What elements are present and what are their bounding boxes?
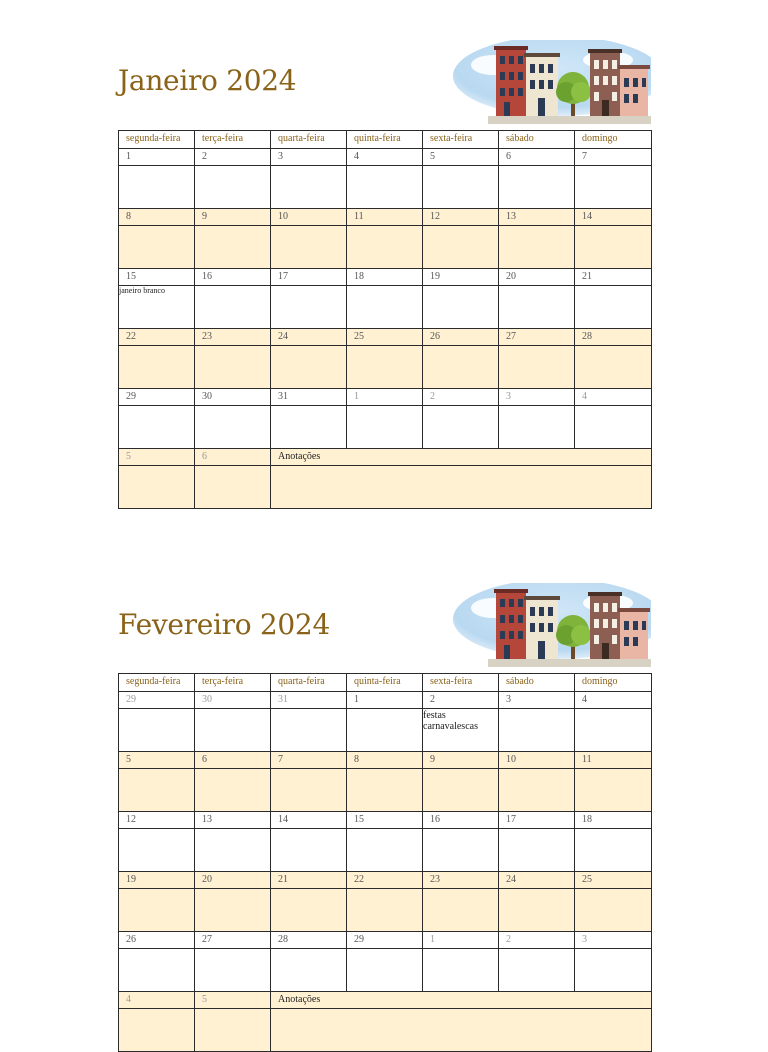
event-label: festas carnavalescas <box>423 710 478 732</box>
day-entry[interactable] <box>347 769 423 812</box>
day-number: 7 <box>575 149 652 166</box>
day-entry[interactable] <box>195 226 271 269</box>
day-number: 1 <box>347 389 423 406</box>
day-entry[interactable] <box>423 286 499 329</box>
weekday-header: segunda-feira <box>119 674 195 692</box>
week-entry-row <box>119 226 652 269</box>
day-entry[interactable] <box>575 949 652 992</box>
notes-label: Anotações <box>271 449 652 466</box>
day-entry[interactable] <box>423 226 499 269</box>
day-entry[interactable] <box>119 769 195 812</box>
day-entry[interactable] <box>575 286 652 329</box>
day-number: 29 <box>119 389 195 406</box>
day-entry[interactable] <box>347 889 423 932</box>
day-entry[interactable] <box>119 286 195 329</box>
week-entry-row <box>119 166 652 209</box>
weekday-header: terça-feira <box>195 674 271 692</box>
day-entry[interactable] <box>575 346 652 389</box>
day-entry[interactable] <box>499 829 575 872</box>
day-entry[interactable] <box>195 1009 271 1052</box>
day-entry[interactable] <box>347 286 423 329</box>
day-number: 6 <box>195 449 271 466</box>
week-number-row <box>119 752 652 769</box>
day-entry[interactable] <box>119 406 195 449</box>
day-entry[interactable] <box>271 829 347 872</box>
week-entry-row <box>119 346 652 389</box>
day-entry[interactable] <box>271 346 347 389</box>
day-entry[interactable] <box>347 346 423 389</box>
townhouses-illustration <box>438 583 651 667</box>
day-number: 20 <box>195 872 271 889</box>
day-number: 30 <box>195 692 271 709</box>
day-number: 1 <box>423 932 499 949</box>
day-number: 26 <box>119 932 195 949</box>
week-number-row <box>119 329 652 346</box>
notes-label: Anotações <box>271 992 652 1009</box>
week-number-row <box>119 812 652 829</box>
day-number: 8 <box>347 752 423 769</box>
day-number: 31 <box>271 692 347 709</box>
day-entry[interactable] <box>271 769 347 812</box>
day-entry[interactable] <box>423 769 499 812</box>
notes-entry-row <box>119 1009 652 1052</box>
day-entry[interactable] <box>119 346 195 389</box>
day-number: 22 <box>119 329 195 346</box>
day-entry[interactable] <box>271 286 347 329</box>
weekday-header: sábado <box>499 674 575 692</box>
day-entry[interactable] <box>195 466 271 509</box>
week-number-row <box>119 149 652 166</box>
day-number: 2 <box>499 932 575 949</box>
notes-area[interactable] <box>271 466 652 509</box>
day-number: 24 <box>499 872 575 889</box>
week-number-row <box>119 389 652 406</box>
week-number-row <box>119 932 652 949</box>
day-number: 29 <box>119 692 195 709</box>
day-number: 25 <box>575 872 652 889</box>
day-number: 5 <box>423 149 499 166</box>
week-entry-row <box>119 406 652 449</box>
day-number: 9 <box>423 752 499 769</box>
weekday-header: quarta-feira <box>271 674 347 692</box>
day-number: 28 <box>271 932 347 949</box>
day-number: 17 <box>499 812 575 829</box>
day-number: 20 <box>499 269 575 286</box>
day-entry[interactable] <box>347 949 423 992</box>
day-number: 10 <box>271 209 347 226</box>
day-number: 30 <box>195 389 271 406</box>
day-number: 18 <box>575 812 652 829</box>
day-entry[interactable] <box>119 466 195 509</box>
day-number: 8 <box>119 209 195 226</box>
day-entry[interactable] <box>195 949 271 992</box>
day-number: 13 <box>499 209 575 226</box>
weekday-header: terça-feira <box>195 131 271 149</box>
day-number: 17 <box>271 269 347 286</box>
week-entry-row <box>119 829 652 872</box>
day-number: 4 <box>575 389 652 406</box>
weekday-header: sábado <box>499 131 575 149</box>
day-number: 9 <box>195 209 271 226</box>
day-entry[interactable] <box>575 829 652 872</box>
day-entry[interactable] <box>423 406 499 449</box>
calendar-table <box>118 673 652 1052</box>
day-number: 2 <box>423 692 499 709</box>
day-entry[interactable] <box>347 226 423 269</box>
day-number: 19 <box>423 269 499 286</box>
day-entry[interactable] <box>575 889 652 932</box>
day-entry[interactable] <box>119 1009 195 1052</box>
day-entry[interactable] <box>423 346 499 389</box>
day-number: 5 <box>119 449 195 466</box>
calendar-table <box>118 130 652 509</box>
day-entry[interactable] <box>195 346 271 389</box>
day-entry[interactable] <box>575 769 652 812</box>
day-number: 4 <box>347 149 423 166</box>
day-number: 15 <box>119 269 195 286</box>
day-number: 24 <box>271 329 347 346</box>
day-entry[interactable] <box>499 406 575 449</box>
day-entry[interactable] <box>575 166 652 209</box>
notes-entry-row <box>119 466 652 509</box>
day-number: 6 <box>195 752 271 769</box>
day-entry[interactable] <box>499 226 575 269</box>
week-entry-row <box>119 286 652 329</box>
weekday-header-row <box>119 131 652 149</box>
weekday-header: quinta-feira <box>347 131 423 149</box>
day-number: 12 <box>119 812 195 829</box>
day-entry[interactable] <box>119 226 195 269</box>
day-number: 11 <box>347 209 423 226</box>
day-entry[interactable] <box>119 166 195 209</box>
day-number: 7 <box>271 752 347 769</box>
event-label: janeiro branco <box>119 286 165 295</box>
day-number: 4 <box>119 992 195 1009</box>
day-entry[interactable] <box>499 709 575 752</box>
week-entry-row <box>119 889 652 932</box>
day-number: 5 <box>195 992 271 1009</box>
day-number: 22 <box>347 872 423 889</box>
day-entry[interactable] <box>119 949 195 992</box>
day-number: 1 <box>119 149 195 166</box>
notes-area[interactable] <box>271 1009 652 1052</box>
month-title: Janeiro 2024 <box>118 64 297 97</box>
week-entry-row <box>119 709 652 752</box>
day-number: 28 <box>575 329 652 346</box>
day-number: 26 <box>423 329 499 346</box>
day-entry[interactable] <box>347 166 423 209</box>
day-number: 1 <box>347 692 423 709</box>
day-entry[interactable] <box>423 889 499 932</box>
month-title: Fevereiro 2024 <box>118 608 330 641</box>
day-number: 12 <box>423 209 499 226</box>
weekday-header-row <box>119 674 652 692</box>
day-entry[interactable] <box>271 889 347 932</box>
day-number: 18 <box>347 269 423 286</box>
day-entry[interactable] <box>347 709 423 752</box>
day-number: 3 <box>575 932 652 949</box>
day-entry[interactable] <box>119 889 195 932</box>
day-entry[interactable] <box>499 166 575 209</box>
day-entry[interactable] <box>271 949 347 992</box>
day-number: 10 <box>499 752 575 769</box>
day-entry[interactable] <box>195 829 271 872</box>
weekday-header: sexta-feira <box>423 674 499 692</box>
notes-header-row <box>119 992 652 1009</box>
day-entry[interactable] <box>423 166 499 209</box>
day-entry[interactable] <box>195 286 271 329</box>
day-number: 27 <box>499 329 575 346</box>
weekday-header: domingo <box>575 674 652 692</box>
day-number: 19 <box>119 872 195 889</box>
weekday-header: quinta-feira <box>347 674 423 692</box>
day-number: 2 <box>423 389 499 406</box>
day-number: 15 <box>347 812 423 829</box>
day-entry[interactable] <box>119 829 195 872</box>
day-entry[interactable] <box>423 829 499 872</box>
day-entry[interactable] <box>575 406 652 449</box>
day-entry[interactable] <box>271 226 347 269</box>
day-entry[interactable] <box>423 709 499 752</box>
day-entry[interactable] <box>195 769 271 812</box>
week-number-row <box>119 692 652 709</box>
day-entry[interactable] <box>499 949 575 992</box>
day-entry[interactable] <box>499 346 575 389</box>
day-number: 6 <box>499 149 575 166</box>
day-number: 27 <box>195 932 271 949</box>
day-number: 11 <box>575 752 652 769</box>
day-number: 14 <box>575 209 652 226</box>
day-number: 23 <box>195 329 271 346</box>
day-number: 14 <box>271 812 347 829</box>
day-entry[interactable] <box>347 829 423 872</box>
day-entry[interactable] <box>347 406 423 449</box>
day-number: 16 <box>195 269 271 286</box>
weekday-header: sexta-feira <box>423 131 499 149</box>
day-entry[interactable] <box>575 709 652 752</box>
day-entry[interactable] <box>195 709 271 752</box>
day-number: 3 <box>499 692 575 709</box>
day-entry[interactable] <box>119 709 195 752</box>
week-number-row <box>119 209 652 226</box>
week-number-row <box>119 872 652 889</box>
day-number: 21 <box>575 269 652 286</box>
day-number: 3 <box>499 389 575 406</box>
day-entry[interactable] <box>499 889 575 932</box>
day-number: 31 <box>271 389 347 406</box>
week-entry-row <box>119 769 652 812</box>
day-number: 13 <box>195 812 271 829</box>
weekday-header: quarta-feira <box>271 131 347 149</box>
day-number: 2 <box>195 149 271 166</box>
weekday-header: domingo <box>575 131 652 149</box>
day-entry[interactable] <box>195 166 271 209</box>
day-number: 5 <box>119 752 195 769</box>
day-number: 16 <box>423 812 499 829</box>
day-entry[interactable] <box>195 406 271 449</box>
day-number: 4 <box>575 692 652 709</box>
notes-header-row <box>119 449 652 466</box>
day-entry[interactable] <box>271 166 347 209</box>
townhouses-illustration <box>438 40 651 124</box>
day-number: 21 <box>271 872 347 889</box>
day-entry[interactable] <box>271 406 347 449</box>
day-entry[interactable] <box>271 709 347 752</box>
weekday-header: segunda-feira <box>119 131 195 149</box>
day-entry[interactable] <box>499 769 575 812</box>
day-number: 3 <box>271 149 347 166</box>
day-number: 25 <box>347 329 423 346</box>
day-number: 29 <box>347 932 423 949</box>
day-entry[interactable] <box>575 226 652 269</box>
week-number-row <box>119 269 652 286</box>
day-number: 23 <box>423 872 499 889</box>
day-entry[interactable] <box>499 286 575 329</box>
day-entry[interactable] <box>423 949 499 992</box>
day-entry[interactable] <box>195 889 271 932</box>
week-entry-row <box>119 949 652 992</box>
